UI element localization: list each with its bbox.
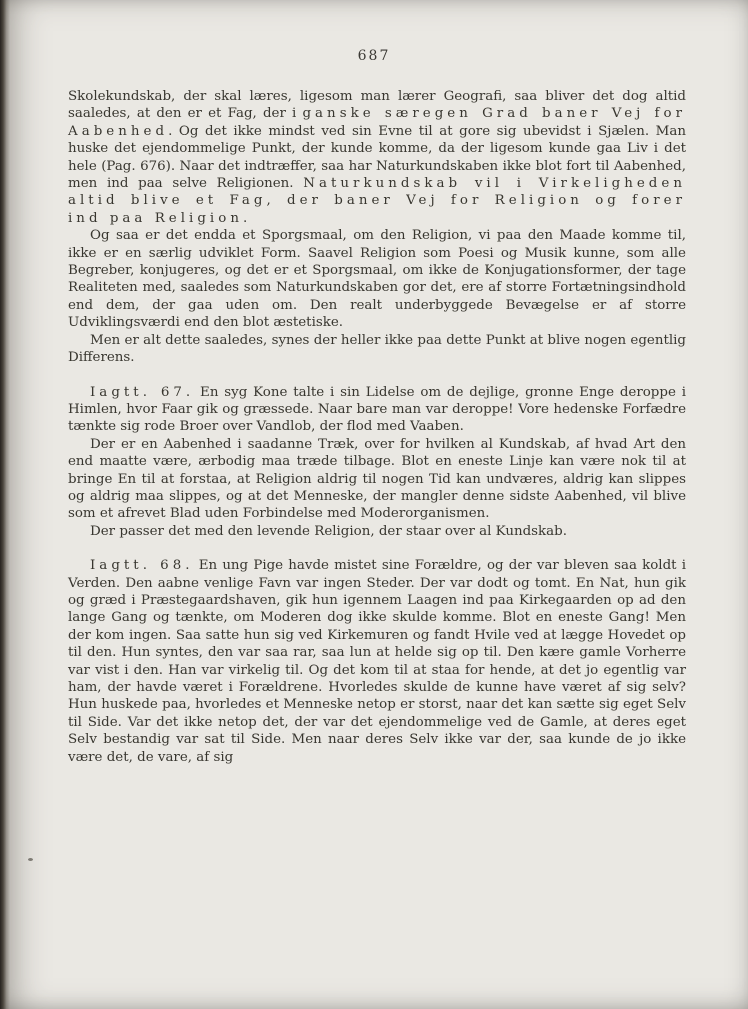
paragraph (68, 88, 686, 227)
body-text: Og saa er det endda et Sporgsmaal, om den Religion, vi paa den Maade komme til, ikke er en særlig udviklet Form. Saavel Religion som Poesi og Musik kunne, som alle Begreber, konjugeres, og det er et Sporgsmaal, om ikke de Konjugationsformer, der tage Realiteten med, saaledes som Naturkundskaben gor det, ere af storre Fortætningsindhold end dem, der gaa uden om. Den realt underbyggede Bevægelse er af storre Udviklingsværdi end den blot æstetiske. (68, 228, 686, 331)
emphasis-text: Iagtt. 67. (90, 384, 195, 400)
emphasis-text: Naturkundskab vil i Virkeligheden altid blive et Fag, der baner Vej for Religion og forer ind paa Religion. (68, 176, 686, 226)
page-number: 687 (357, 48, 391, 64)
paragraph (68, 557, 686, 766)
body-text: . Og det ikke mindst ved sin Evne til at gore sig ubevidst i Sjælen. Man huske det ejendommelige Punkt, der kunde komme, da der ligesom kunde gaa Liv i det hele (Pag. 676). Naar det indtræffer, saa har Naturkundskaben ikke blot fort til Aabenhed, men ind paa selve Religionen. (68, 123, 686, 192)
paragraph (68, 332, 686, 367)
emphasis-text: ganske særegen Grad baner Vej for Aabenhed (68, 106, 687, 139)
text-block (68, 88, 686, 766)
body-text: Der er en Aabenhed i saadanne Træk, over for hvilken al Kundskab, af hvad Art den end maatte være, ærbodig maa træde tilbage. Blot en eneste Linje kan være nok til at bringe En til at forstaa, at Religion aldrig til nogen Tid kan undværes, aldrig kan slippes og aldrig maa slippes, og at det Menneske, der mangler denne sidste Aabenhed, vil blive som et afrevet Blad uden Forbindelse med Moderorganismen. (68, 436, 686, 522)
body-text: Der passer det med den levende Religion, der staar over al Kundskab. (90, 523, 567, 539)
body-text: En ung Pige havde mistet sine Forældre, og der var bleven saa koldt i Verden. Den aabne venlige Favn var ingen Steder. Der var dodt og tomt. En Nat, hun gik og græd i Præstegaardshaven, gik hun igennem Laagen ind paa Kirkegaarden op ad den lange Gang og tænkte, om Moderen dog ikke skulde komme. Blot en eneste Gang! Men der kom ingen. Saa satte hun sig ved Kirkemuren og fandt Hvile ved at lægge Hovedet op til den. Hun syntes, den var saa rar, saa lun at helde sig op til. Den kære gamle Vorherre var vist i den. Han var virkelig til. Og det kom til at staa for hende, at det jo egentlig var ham, der havde været i Forældrene. Hvorledes skulde de kunne have været af sig selv? Hun huskede paa, hvorledes et Menneske netop er storst, naar det kan sætte sig eget Selv til Side. Var det ikke netop det, der var det ejendommelige ved de Gamle, at deres eget Selv bestandig var sat til Side. Men naar deres Selv ikke var der, saa kunde de jo ikke være det, de vare, af sig (68, 558, 686, 765)
paragraph (68, 384, 686, 436)
emphasis-text: Iagtt. 68. (90, 558, 194, 574)
binding-shadow (0, 0, 10, 1009)
body-text: En syg Kone talte i sin Lidelse om de dejlige, gronne Enge deroppe i Himlen, hvor Faar gik og græssede. Naar bare man var deroppe! Vore hedenske Forfædre tænkte sig rode Broer over Vandlob, der flod med Vaaben. (68, 384, 686, 435)
body-text: Skolekundskab, der skal læres, ligesom man lærer Geografi, saa bliver det dog altid saaledes, at den er et Fag, der i (68, 89, 686, 122)
paragraph (68, 523, 686, 540)
paragraph (68, 227, 686, 331)
scan-artifact (28, 858, 33, 861)
paragraph (68, 436, 686, 523)
body-text: Men er alt dette saaledes, synes der heller ikke paa dette Punkt at blive nogen egentlig Differens. (68, 332, 686, 366)
